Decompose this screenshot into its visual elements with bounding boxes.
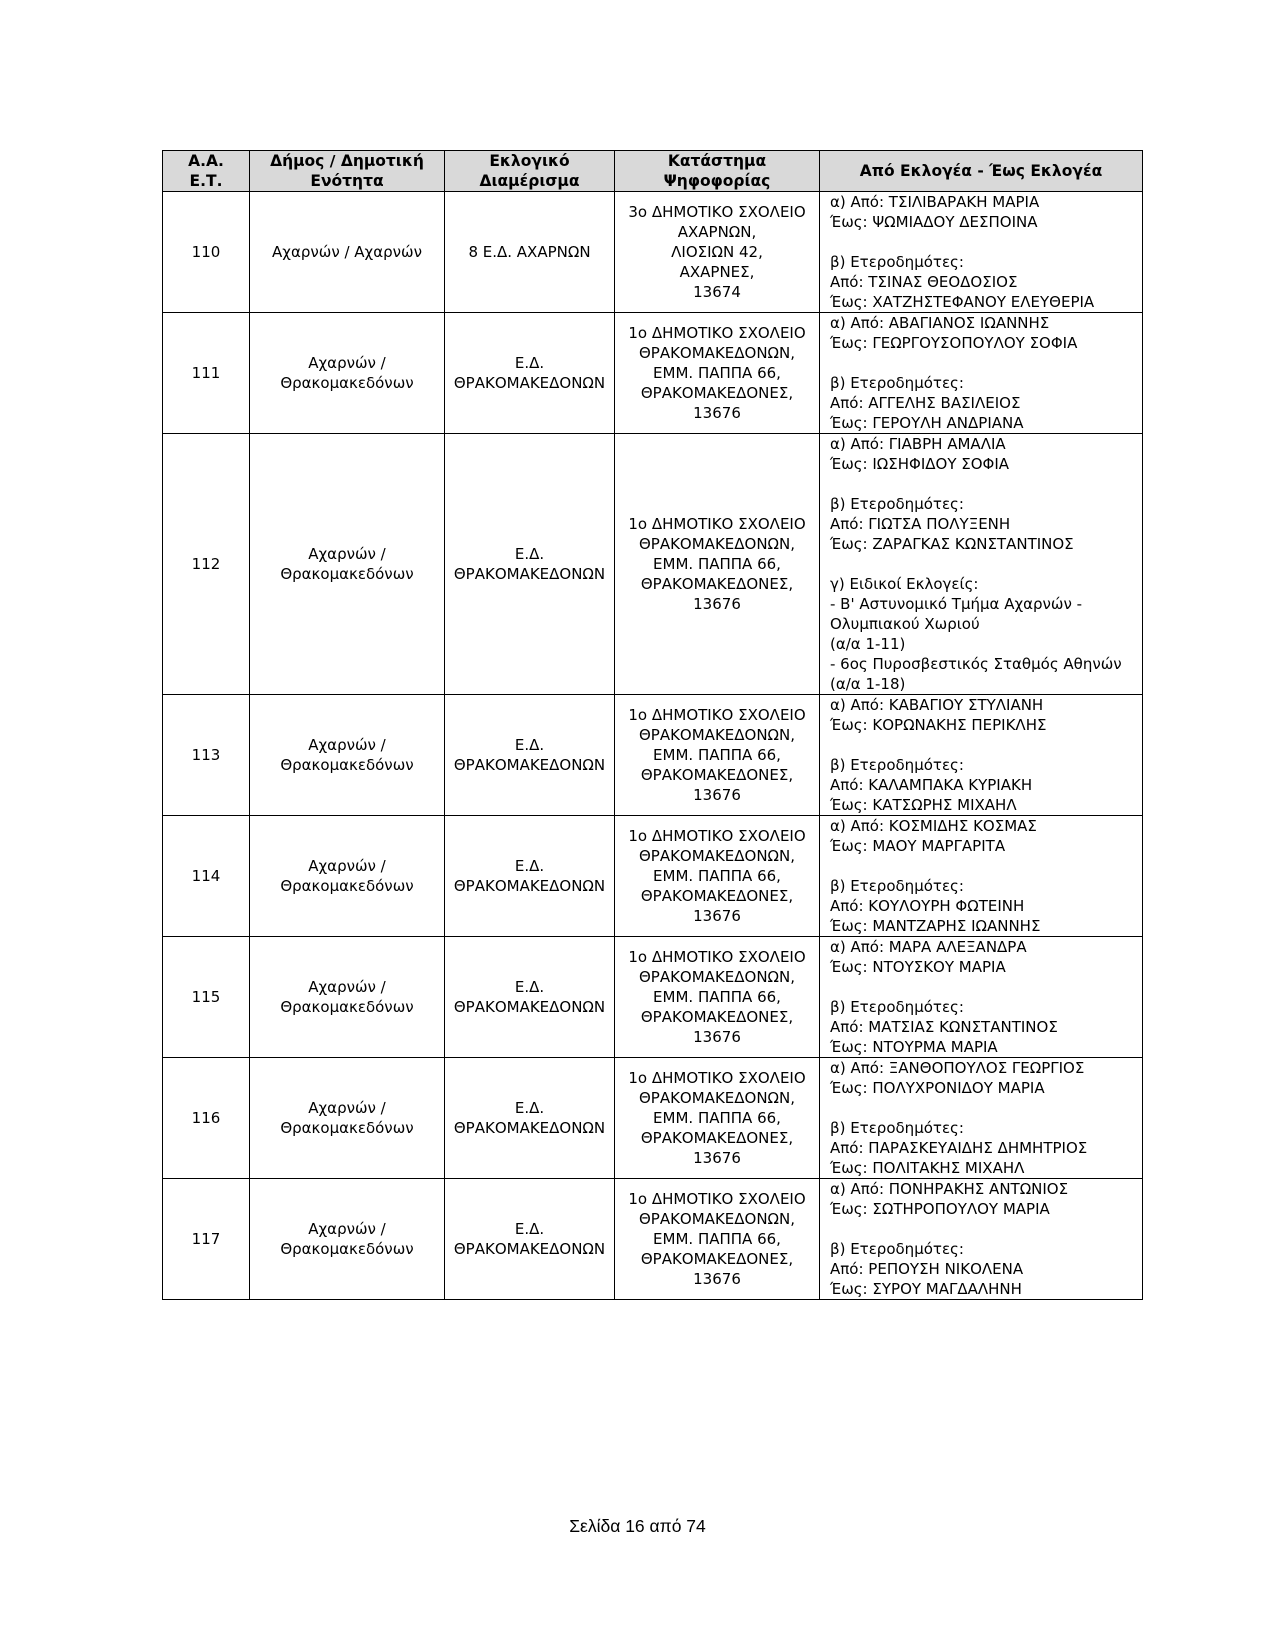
district-line: Ε.Δ. [514, 857, 545, 875]
district-line: ΘΡΑΚΟΜΑΚΕΔΟΝΩΝ [453, 877, 606, 895]
polling-station-line: ΘΡΑΚΟΜΑΚΕΔΟΝΩΝ, [638, 535, 795, 553]
voter-range-line: β) Ετεροδημότες: [830, 1119, 964, 1137]
voter-range-cell [820, 1058, 1143, 1179]
voter-range-line: Από: ΠΑΡΑΣΚΕΥΑΙΔΗΣ ΔΗΜΗΤΡΙΟΣ [830, 1139, 1088, 1157]
voter-range-line: Έως: ΓΕΡΟΥΛΗ ΑΝΔΡΙΑΝΑ [830, 414, 1024, 432]
municipality-line: Θρακομακεδόνων [280, 998, 414, 1016]
polling-station-cell [615, 313, 820, 434]
district-cell [445, 313, 615, 434]
table-header-row [163, 151, 1143, 192]
voter-range-line: Από: ΑΓΓΕΛΗΣ ΒΑΣΙΛΕΙΟΣ [830, 394, 1021, 412]
polling-station-line: 13676 [693, 595, 741, 613]
district-line: Ε.Δ. [514, 354, 545, 372]
polling-station-cell [615, 192, 820, 313]
header-number [163, 151, 250, 192]
voter-range-line: Από: ΤΣΙΝΑΣ ΘΕΟΔΟΣΙΟΣ [830, 273, 1018, 291]
municipality-cell [250, 695, 445, 816]
voter-range-line: (α/α 1-18) [830, 675, 906, 693]
district-cell [445, 695, 615, 816]
municipality-line: Θρακομακεδόνων [280, 877, 414, 895]
polling-station-line: 13676 [693, 1270, 741, 1288]
voter-range-line [830, 474, 1137, 494]
voter-range-line: Από: ΜΑΤΣΙΑΣ ΚΩΝΣΤΑΝΤΙΝΟΣ [830, 1018, 1058, 1036]
voter-range-line: α) Από: ΜΑΡΑ ΑΛΕΞΑΝΔΡΑ [830, 938, 1027, 956]
station-number-cell: 117 [163, 1179, 250, 1300]
district-cell [445, 816, 615, 937]
voter-range-line: Έως: ΨΩΜΙΑΔΟΥ ΔΕΣΠΟΙΝΑ [830, 213, 1038, 231]
voter-range-line [830, 232, 1137, 252]
voter-range-line: Έως: ΠΟΛΥΧΡΟΝΙΔΟΥ ΜΑΡΙΑ [830, 1079, 1045, 1097]
municipality-cell [250, 192, 445, 313]
voter-range-line: β) Ετεροδημότες: [830, 495, 964, 513]
voter-range-line: α) Από: ΓΙΑΒΡΗ ΑΜΑΛΙΑ [830, 435, 1006, 453]
district-line: Ε.Δ. [514, 545, 545, 563]
district-cell [445, 1179, 615, 1300]
district-line: Ε.Δ. [514, 1220, 545, 1238]
voter-range-line: Έως: ΜΑΝΤΖΑΡΗΣ ΙΩΑΝΝΗΣ [830, 917, 1041, 935]
polling-station-line: 13676 [693, 404, 741, 422]
voter-range-line [830, 1098, 1137, 1118]
district-line: 8 Ε.Δ. ΑΧΑΡΝΩΝ [468, 243, 591, 261]
header-polling-station-line-2: Ψηφοφορίας [663, 172, 771, 190]
voter-range-line: Έως: ΜΑΟΥ ΜΑΡΓΑΡΙΤΑ [830, 837, 1006, 855]
voter-range-line: Έως: ΝΤΟΥΡΜΑ ΜΑΡΙΑ [830, 1038, 998, 1056]
voter-range-line: Έως: ΖΑΡΑΓΚΑΣ ΚΩΝΣΤΑΝΤΙΝΟΣ [830, 535, 1074, 553]
municipality-line: Αχαρνών / [308, 978, 386, 996]
voter-range-cell [820, 192, 1143, 313]
voter-range-line: (α/α 1-11) [830, 635, 906, 653]
polling-station-line: ΛΙΟΣΙΩΝ 42, [671, 243, 763, 261]
polling-stations-table [162, 150, 1143, 1300]
table-row [163, 695, 1143, 816]
table-row [163, 434, 1143, 695]
polling-station-cell [615, 1179, 820, 1300]
table-row [163, 816, 1143, 937]
district-line: ΘΡΑΚΟΜΑΚΕΔΟΝΩΝ [453, 756, 606, 774]
voter-range-line: α) Από: ΚΟΣΜΙΔΗΣ ΚΟΣΜΑΣ [830, 817, 1037, 835]
voter-range-line [830, 856, 1137, 876]
polling-station-line: ΕΜΜ. ΠΑΠΠΑ 66, [653, 867, 781, 885]
polling-station-line: 3ο ΔΗΜΟΤΙΚΟ ΣΧΟΛΕΙΟ [628, 203, 806, 221]
table-body [163, 192, 1143, 1300]
polling-station-line: 1ο ΔΗΜΟΤΙΚΟ ΣΧΟΛΕΙΟ [628, 324, 806, 342]
voter-range-line: Από: ΡΕΠΟΥΣΗ ΝΙΚΟΛΕΝΑ [830, 1260, 1024, 1278]
voter-range-line: Έως: ΓΕΩΡΓΟΥΣΟΠΟΥΛΟΥ ΣΟΦΙΑ [830, 334, 1078, 352]
polling-station-line: ΘΡΑΚΟΜΑΚΕΔΟΝΕΣ, [640, 575, 794, 593]
voter-range-cell [820, 434, 1143, 695]
voter-range-line: α) Από: ΑΒΑΓΙΑΝΟΣ ΙΩΑΝΝΗΣ [830, 314, 1050, 332]
header-polling-station [615, 151, 820, 192]
polling-station-cell [615, 1058, 820, 1179]
district-line: Ε.Δ. [514, 736, 545, 754]
header-municipality [250, 151, 445, 192]
header-number-line-1: Α.Α. [188, 152, 224, 170]
municipality-line: Θρακομακεδόνων [280, 565, 414, 583]
voter-range-cell [820, 816, 1143, 937]
municipality-line: Αχαρνών / Αχαρνών [272, 243, 422, 261]
voter-range-line: β) Ετεροδημότες: [830, 1240, 964, 1258]
header-district [445, 151, 615, 192]
voter-range-line: Έως: ΣΥΡΟΥ ΜΑΓΔΑΛΗΝΗ [830, 1280, 1022, 1298]
header-district-line-2: Διαμέρισμα [479, 172, 580, 190]
municipality-line: Αχαρνών / [308, 1099, 386, 1117]
voter-range-line: γ) Ειδικοί Εκλογείς: [830, 575, 979, 593]
voter-range-line: Έως: ΝΤΟΥΣΚΟΥ ΜΑΡΙΑ [830, 958, 1006, 976]
district-line: Ε.Δ. [514, 1099, 545, 1117]
voter-range-line: Έως: ΙΩΣΗΦΙΔΟΥ ΣΟΦΙΑ [830, 455, 1010, 473]
table-row [163, 192, 1143, 313]
district-line: ΘΡΑΚΟΜΑΚΕΔΟΝΩΝ [453, 374, 606, 392]
municipality-line: Θρακομακεδόνων [280, 756, 414, 774]
table-row [163, 1179, 1143, 1300]
district-cell [445, 1058, 615, 1179]
district-line: ΘΡΑΚΟΜΑΚΕΔΟΝΩΝ [453, 1240, 606, 1258]
polling-station-line: ΘΡΑΚΟΜΑΚΕΔΟΝΩΝ, [638, 726, 795, 744]
municipality-cell [250, 816, 445, 937]
municipality-line: Αχαρνών / [308, 354, 386, 372]
district-line: ΘΡΑΚΟΜΑΚΕΔΟΝΩΝ [453, 565, 606, 583]
table-row [163, 1058, 1143, 1179]
voter-range-line: - 6ος Πυροσβεστικός Σταθμός Αθηνών [830, 655, 1122, 673]
polling-station-cell [615, 937, 820, 1058]
polling-station-line: 1ο ΔΗΜΟΤΙΚΟ ΣΧΟΛΕΙΟ [628, 948, 806, 966]
polling-station-line: 1ο ΔΗΜΟΤΙΚΟ ΣΧΟΛΕΙΟ [628, 827, 806, 845]
header-voter-range [820, 151, 1143, 192]
polling-station-line: 13674 [693, 283, 741, 301]
voter-range-line: Έως: ΣΩΤΗΡΟΠΟΥΛΟΥ ΜΑΡΙΑ [830, 1200, 1050, 1218]
polling-station-cell [615, 695, 820, 816]
municipality-cell [250, 937, 445, 1058]
polling-station-line: ΘΡΑΚΟΜΑΚΕΔΟΝΩΝ, [638, 968, 795, 986]
polling-station-line: ΘΡΑΚΟΜΑΚΕΔΟΝΩΝ, [638, 847, 795, 865]
municipality-cell [250, 313, 445, 434]
municipality-line: Θρακομακεδόνων [280, 374, 414, 392]
municipality-line: Αχαρνών / [308, 1220, 386, 1238]
municipality-cell [250, 1058, 445, 1179]
polling-station-line: ΘΡΑΚΟΜΑΚΕΔΟΝΩΝ, [638, 344, 795, 362]
polling-station-line: ΘΡΑΚΟΜΑΚΕΔΟΝΕΣ, [640, 887, 794, 905]
page-number-footer: Σελίδα 16 από 74 [569, 1516, 706, 1536]
polling-station-line: ΕΜΜ. ΠΑΠΠΑ 66, [653, 1230, 781, 1248]
voter-range-line: α) Από: ΤΣΙΛΙΒΑΡΑΚΗ ΜΑΡΙΑ [830, 193, 1040, 211]
polling-station-line: ΘΡΑΚΟΜΑΚΕΔΟΝΕΣ, [640, 384, 794, 402]
polling-station-line: ΑΧΑΡΝΩΝ, [677, 223, 757, 241]
voter-range-line: Έως: ΧΑΤΖΗΣΤΕΦΑΝΟΥ ΕΛΕΥΘΕΡΙΑ [830, 293, 1095, 311]
voter-range-cell [820, 313, 1143, 434]
polling-station-line: ΕΜΜ. ΠΑΠΠΑ 66, [653, 555, 781, 573]
header-polling-station-line-1: Κατάστημα [667, 152, 767, 170]
header-municipality-line-1: Δήμος / Δημοτική [270, 152, 424, 170]
voter-range-line: - Β' Αστυνομικό Τμήμα Αχαρνών - [830, 595, 1083, 613]
station-number-cell: 112 [163, 434, 250, 695]
polling-station-line: ΘΡΑΚΟΜΑΚΕΔΟΝΕΣ, [640, 766, 794, 784]
voter-range-line: α) Από: ΚΑΒΑΓΙΟΥ ΣΤΥΛΙΑΝΗ [830, 696, 1044, 714]
municipality-line: Θρακομακεδόνων [280, 1119, 414, 1137]
polling-station-line: ΕΜΜ. ΠΑΠΠΑ 66, [653, 364, 781, 382]
voter-range-line: β) Ετεροδημότες: [830, 998, 964, 1016]
table-row [163, 313, 1143, 434]
district-line: Ε.Δ. [514, 978, 545, 996]
polling-station-line: ΘΡΑΚΟΜΑΚΕΔΟΝΩΝ, [638, 1210, 795, 1228]
voter-range-line [830, 977, 1137, 997]
voter-range-cell [820, 937, 1143, 1058]
station-number-cell: 116 [163, 1058, 250, 1179]
voter-range-line: β) Ετεροδημότες: [830, 877, 964, 895]
voter-range-cell [820, 1179, 1143, 1300]
municipality-line: Θρακομακεδόνων [280, 1240, 414, 1258]
header-number-line-2: Ε.Τ. [189, 172, 223, 190]
voter-range-line: Από: ΚΑΛΑΜΠΑΚΑ ΚΥΡΙΑΚΗ [830, 776, 1033, 794]
municipality-cell [250, 1179, 445, 1300]
voter-range-line: β) Ετεροδημότες: [830, 374, 964, 392]
station-number-cell: 115 [163, 937, 250, 1058]
district-cell [445, 192, 615, 313]
voter-range-line [830, 554, 1137, 574]
polling-station-line: 13676 [693, 786, 741, 804]
polling-station-line: 1ο ΔΗΜΟΤΙΚΟ ΣΧΟΛΕΙΟ [628, 1069, 806, 1087]
polling-station-line: 1ο ΔΗΜΟΤΙΚΟ ΣΧΟΛΕΙΟ [628, 706, 806, 724]
station-number-cell: 111 [163, 313, 250, 434]
voter-range-line: Έως: ΚΟΡΩΝΑΚΗΣ ΠΕΡΙΚΛΗΣ [830, 716, 1047, 734]
polling-station-cell [615, 434, 820, 695]
voter-range-line: α) Από: ΠΟΝΗΡΑΚΗΣ ΑΝΤΩΝΙΟΣ [830, 1180, 1069, 1198]
polling-station-line: ΕΜΜ. ΠΑΠΠΑ 66, [653, 746, 781, 764]
polling-station-line: 1ο ΔΗΜΟΤΙΚΟ ΣΧΟΛΕΙΟ [628, 515, 806, 533]
voter-range-line: α) Από: ΞΑΝΘΟΠΟΥΛΟΣ ΓΕΩΡΓΙΟΣ [830, 1059, 1085, 1077]
voter-range-line [830, 353, 1137, 373]
header-municipality-line-2: Ενότητα [310, 172, 384, 190]
header-voter-range-line-1: Από Εκλογέα - Έως Εκλογέα [859, 162, 1103, 180]
table-row [163, 937, 1143, 1058]
district-line: ΘΡΑΚΟΜΑΚΕΔΟΝΩΝ [453, 1119, 606, 1137]
polling-station-line: 13676 [693, 907, 741, 925]
station-number-cell: 110 [163, 192, 250, 313]
station-number-cell: 114 [163, 816, 250, 937]
polling-station-line: 13676 [693, 1028, 741, 1046]
municipality-line: Αχαρνών / [308, 736, 386, 754]
voter-range-line: Ολυμπιακού Χωριού [830, 615, 980, 633]
voter-range-cell [820, 695, 1143, 816]
voter-range-line: Έως: ΠΟΛΙΤΑΚΗΣ ΜΙΧΑΗΛ [830, 1159, 1025, 1177]
voter-range-line [830, 735, 1137, 755]
polling-station-line: ΘΡΑΚΟΜΑΚΕΔΟΝΕΣ, [640, 1129, 794, 1147]
voter-range-line: Έως: ΚΑΤΣΩΡΗΣ ΜΙΧΑΗΛ [830, 796, 1017, 814]
district-line: ΘΡΑΚΟΜΑΚΕΔΟΝΩΝ [453, 998, 606, 1016]
voter-range-line: β) Ετεροδημότες: [830, 756, 964, 774]
polling-station-line: ΘΡΑΚΟΜΑΚΕΔΟΝΕΣ, [640, 1250, 794, 1268]
polling-station-line: 13676 [693, 1149, 741, 1167]
polling-station-line: ΑΧΑΡΝΕΣ, [679, 263, 755, 281]
polling-station-line: ΘΡΑΚΟΜΑΚΕΔΟΝΕΣ, [640, 1008, 794, 1026]
district-cell [445, 937, 615, 1058]
voter-range-line: Από: ΚΟΥΛΟΥΡΗ ΦΩΤΕΙΝΗ [830, 897, 1025, 915]
header-district-line-1: Εκλογικό [489, 152, 570, 170]
voter-range-line: Από: ΓΙΩΤΣΑ ΠΟΛΥΞΕΝΗ [830, 515, 1011, 533]
station-number-cell: 113 [163, 695, 250, 816]
municipality-cell [250, 434, 445, 695]
polling-station-cell [615, 816, 820, 937]
polling-station-line: ΕΜΜ. ΠΑΠΠΑ 66, [653, 988, 781, 1006]
polling-station-line: ΕΜΜ. ΠΑΠΠΑ 66, [653, 1109, 781, 1127]
municipality-line: Αχαρνών / [308, 857, 386, 875]
voter-range-line: β) Ετεροδημότες: [830, 253, 964, 271]
polling-station-line: ΘΡΑΚΟΜΑΚΕΔΟΝΩΝ, [638, 1089, 795, 1107]
district-cell [445, 434, 615, 695]
polling-station-line: 1ο ΔΗΜΟΤΙΚΟ ΣΧΟΛΕΙΟ [628, 1190, 806, 1208]
voter-range-line [830, 1219, 1137, 1239]
municipality-line: Αχαρνών / [308, 545, 386, 563]
